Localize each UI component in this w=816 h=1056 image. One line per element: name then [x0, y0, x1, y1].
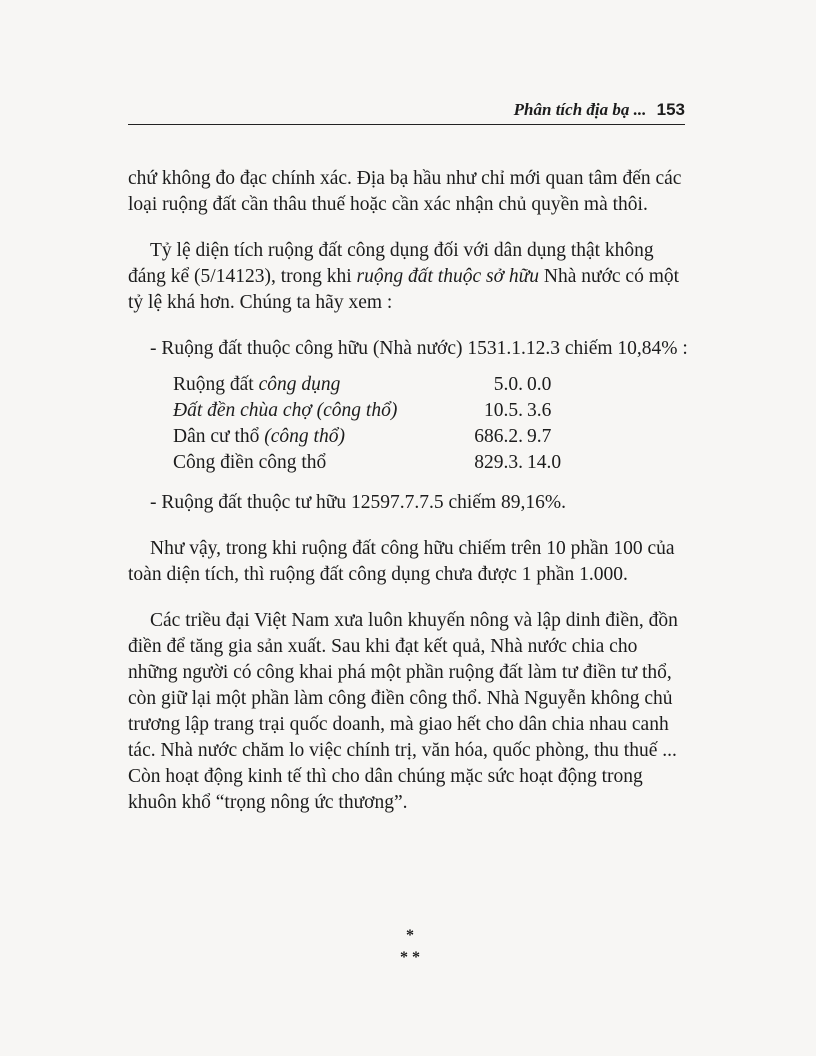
page-number: 153 [656, 100, 685, 119]
label-text: Ruộng đất [173, 374, 259, 395]
table-row-label [173, 372, 443, 398]
label-italic: (công thổ) [316, 400, 398, 421]
label-text: Công điền công thổ [173, 452, 327, 473]
label-italic: công dụng [258, 374, 341, 395]
bullet-private-land: - Ruộng đất thuộc tư hữu 12597.7.7.5 chiếm 89,16%. [150, 492, 566, 513]
table-row-label [173, 450, 443, 476]
table-cell-value: 0.0 [527, 374, 552, 395]
paragraph-2-part-a: Tỷ lệ diện tích ruộng đất công dụng đối với dân dụng thật không đáng kể (5/14123), trong khi [128, 240, 654, 287]
page-body [128, 166, 690, 836]
table-cell-area: 10.5. [484, 400, 523, 421]
section-ornament [380, 925, 440, 969]
table-row [173, 450, 577, 476]
label-text: Đất đền chùa chợ [173, 400, 317, 421]
table-row [173, 398, 577, 424]
paragraph-2-part-c: Nhà nước có một tỷ lệ khá hơn. Chúng ta hãy xem : [128, 266, 680, 313]
table-cell-area: 5.0. [493, 374, 523, 395]
table-cell-value: 14.0 [527, 452, 562, 473]
table-cell-value: 9.7 [527, 426, 552, 447]
table-row [173, 372, 577, 398]
paragraph-3: Như vậy, trong khi ruộng đất công hữu chiếm trên 10 phần 100 của toàn diện tích, thì ruộng đất công dụng chưa được 1 phần 1.000. [128, 538, 675, 585]
paragraph-2 [128, 238, 690, 316]
paragraph-2-emphasis: ruộng đất thuộc sở hữu [356, 266, 540, 287]
paragraph-4: Các triều đại Việt Nam xưa luôn khuyến nông và lập dinh điền, đồn điền để tăng gia sản xuất. Sau khi đạt kết quả, Nhà nước chia cho những người có công khai phá một phần ruộng đất làm tư điền tư thổ, còn giữ lại một phần làm công điền công thổ. Nhà Nguyễn không chủ trương lập trang trại quốc doanh, mà giao hết cho dân chia nhau canh tác. Nhà nước chăm lo việc chính trị, văn hóa, quốc phòng, thu thuế ... Còn hoạt động kinh tế thì cho dân chúng mặc sức hoạt động trong khuôn khổ “trọng nông ức thương”. [128, 610, 678, 813]
table-row-label [173, 398, 443, 424]
ornament-stars: * * [400, 949, 420, 966]
bullet-public-land: - Ruộng đất thuộc công hữu (Nhà nước) 1531.1.12.3 chiếm 10,84% : [150, 338, 688, 359]
table-row-label [173, 424, 443, 450]
table-cell-value: 3.6 [527, 400, 552, 421]
table-cell-area: 686.2. [474, 426, 523, 447]
land-table [173, 372, 577, 476]
table-row [173, 424, 577, 450]
header-rule [128, 124, 685, 125]
ornament-star: * [406, 927, 414, 944]
table-cell-area: 829.3. [474, 452, 523, 473]
label-text: Dân cư thổ [173, 426, 265, 447]
paragraph-1: chứ không đo đạc chính xác. Địa bạ hầu như chỉ mới quan tâm đến các loại ruộng đất cần thâu thuế hoặc cần xác nhận chủ quyền mà thôi. [128, 168, 682, 215]
running-header [128, 100, 685, 120]
header-title: Phân tích địa bạ ... [513, 100, 647, 119]
label-italic: (công thổ) [264, 426, 345, 447]
